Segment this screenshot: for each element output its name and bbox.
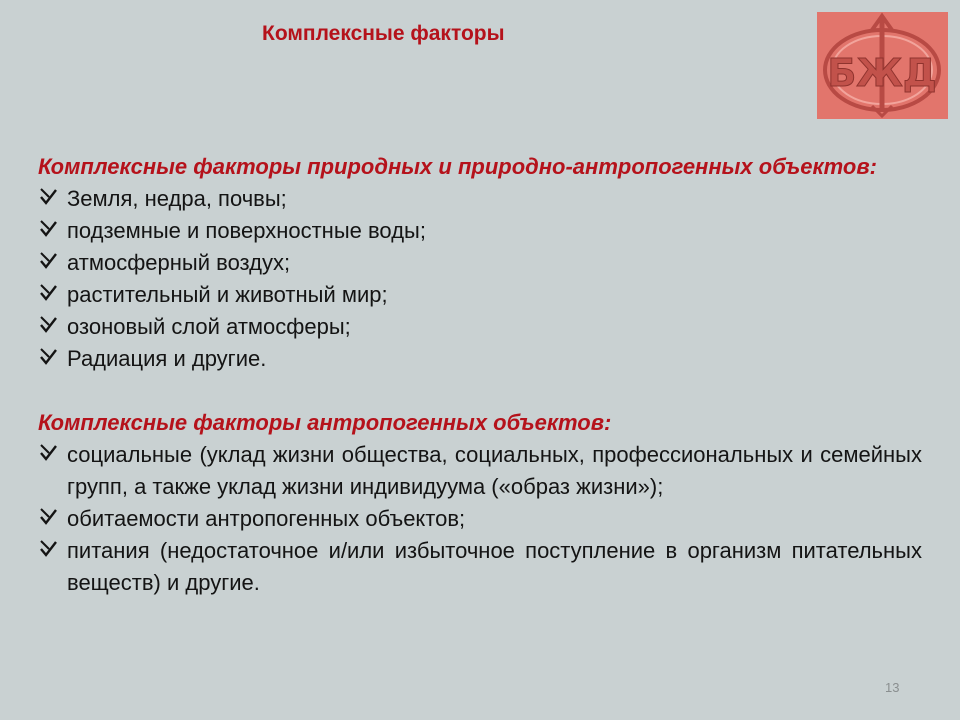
list-item [38, 343, 922, 375]
list-item-text: озоновый слой атмосферы; [67, 314, 351, 339]
section-natural [38, 151, 922, 375]
list-item-text: питания (недостаточное и/или избыточное поступление в организм питательных веществ) и другие. [67, 538, 922, 595]
arrow-check-bullet-icon [40, 188, 57, 205]
section-heading: Комплексные факторы природных и природно-антропогенных объектов: [38, 154, 877, 179]
list-item-text: растительный и животный мир; [67, 282, 388, 307]
logo-text: БЖД [827, 51, 937, 95]
list-item-text: обитаемости антропогенных объектов; [67, 506, 466, 531]
list-item-text: подземные и поверхностные воды; [67, 218, 426, 243]
list-item [38, 503, 922, 535]
slide-title: Комплексные факторы [262, 22, 505, 45]
list-item [38, 247, 922, 279]
arrow-check-bullet-icon [40, 316, 57, 333]
bullet-list [38, 183, 922, 375]
list-item-text: Радиация и другие. [67, 346, 267, 371]
arrow-check-bullet-icon [40, 284, 57, 301]
arrow-check-bullet-icon [40, 220, 57, 237]
list-item [38, 279, 922, 311]
bzhd-logo [817, 12, 948, 119]
list-item [38, 215, 922, 247]
arrow-check-bullet-icon [40, 348, 57, 365]
arrow-check-bullet-icon [40, 508, 57, 525]
section-heading: Комплексные факторы антропогенных объектов: [38, 410, 612, 435]
slide-content [38, 151, 922, 599]
bullet-list [38, 439, 922, 599]
list-item-text: атмосферный воздух; [67, 250, 291, 275]
section-anthropogenic [38, 407, 922, 599]
arrow-check-bullet-icon [40, 540, 57, 557]
page-number: 13 [885, 680, 900, 695]
arrow-check-bullet-icon [40, 252, 57, 269]
list-item-text: Земля, недра, почвы; [67, 186, 287, 211]
list-item-text: социальные (уклад жизни общества, социальных, профессиональных и семейных групп, а также уклад жизни индивидуума («образ жизни»); [67, 442, 922, 499]
list-item [38, 183, 922, 215]
section-spacer [38, 375, 922, 407]
list-item [38, 535, 922, 599]
list-item [38, 439, 922, 503]
list-item [38, 311, 922, 343]
arrow-check-bullet-icon [40, 444, 57, 461]
